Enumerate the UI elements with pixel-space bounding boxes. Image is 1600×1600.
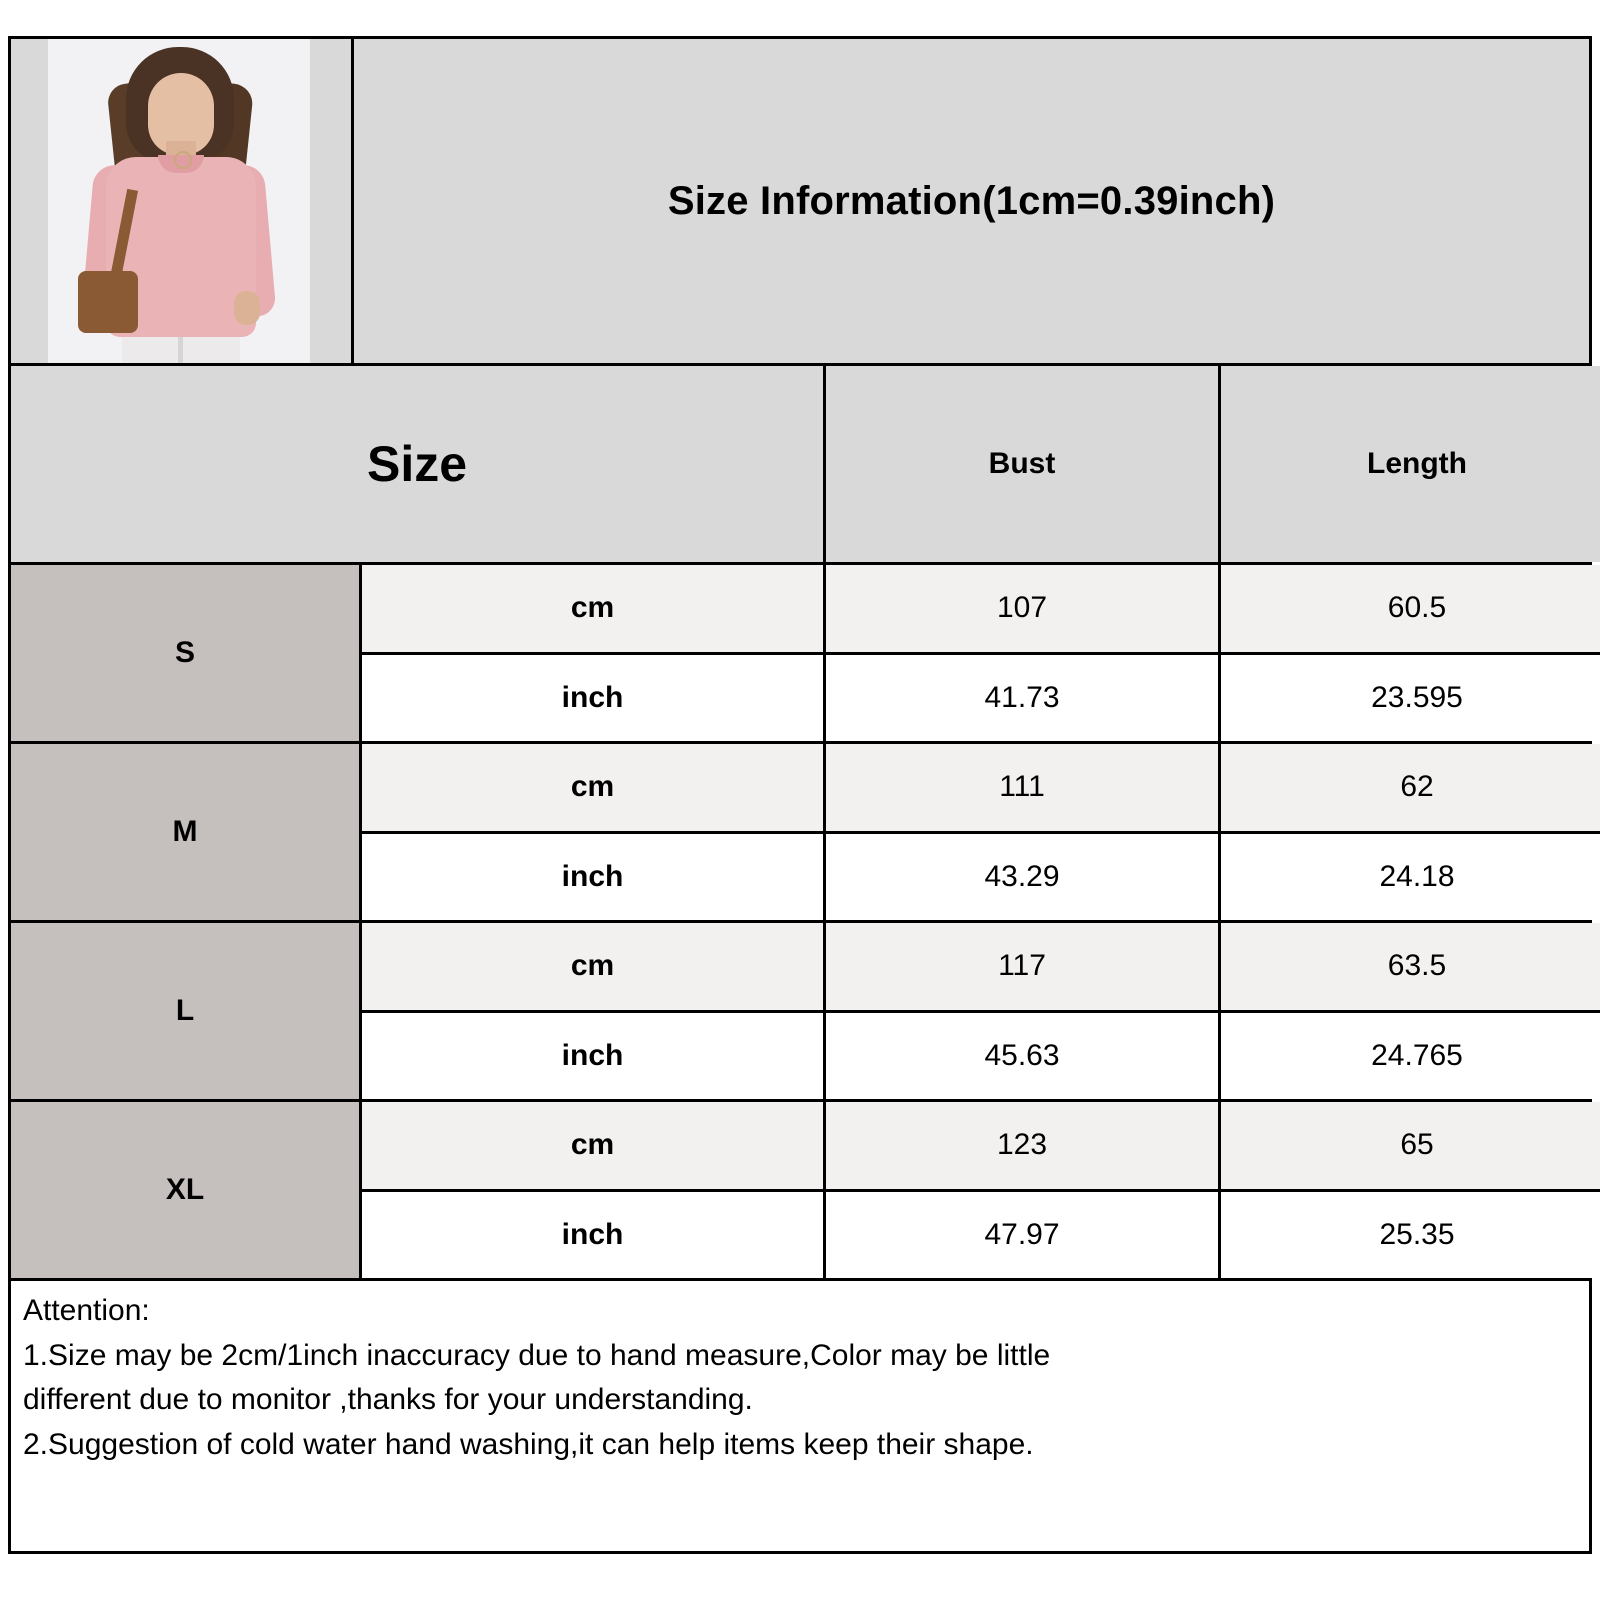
necklace-icon [174, 151, 192, 169]
unit-cell-cm: cm [362, 744, 826, 831]
unit-cell-cm: cm [362, 923, 826, 1010]
row-m-inch [362, 834, 1600, 921]
unit-cell-cm: cm [362, 565, 826, 652]
value-length: 62 [1221, 744, 1600, 831]
value-bust: 45.63 [826, 1013, 1221, 1100]
chart-title-cell [354, 39, 1589, 363]
row-l-inch [362, 1013, 1600, 1100]
product-photo-cell [11, 39, 354, 363]
unit-cell-cm: cm [362, 1102, 826, 1189]
value-bust: 107 [826, 565, 1221, 652]
column-header-bust: Bust [826, 366, 1221, 562]
product-photo [48, 39, 310, 363]
value-bust: 43.29 [826, 834, 1221, 921]
table-row [11, 1099, 1589, 1278]
size-chart-table [8, 36, 1592, 1554]
value-length: 60.5 [1221, 565, 1600, 652]
value-bust: 41.73 [826, 655, 1221, 742]
row-xl-cm [362, 1102, 1600, 1192]
value-length: 24.18 [1221, 834, 1600, 921]
size-values-m [362, 744, 1600, 920]
size-label-s: S [11, 565, 362, 741]
unit-cell-inch: inch [362, 655, 826, 742]
model-hand [234, 291, 260, 325]
value-bust: 123 [826, 1102, 1221, 1189]
row-m-cm [362, 744, 1600, 834]
size-label-m: M [11, 744, 362, 920]
attention-line-2: different due to monitor ,thanks for your understanding. [23, 1383, 753, 1416]
shoulder-bag [78, 271, 138, 333]
table-row [11, 562, 1589, 741]
chart-title: Size Information(1cm=0.39inch) [667, 178, 1276, 223]
value-bust: 117 [826, 923, 1221, 1010]
table-row [11, 741, 1589, 920]
value-bust: 111 [826, 744, 1221, 831]
value-bust: 47.97 [826, 1192, 1221, 1279]
column-header-size-label: Size [366, 436, 468, 492]
column-header-length: Length [1221, 366, 1600, 562]
row-s-inch [362, 655, 1600, 742]
chart-header-row [11, 39, 1589, 363]
value-length: 65 [1221, 1102, 1600, 1189]
column-header-row [11, 363, 1589, 562]
size-values-s [362, 565, 1600, 741]
size-label-xl: XL [11, 1102, 362, 1278]
unit-cell-inch: inch [362, 1192, 826, 1279]
attention-line-1: 1.Size may be 2cm/1inch inaccuracy due to hand measure,Color may be little [23, 1338, 1051, 1372]
size-values-l [362, 923, 1600, 1099]
value-length: 25.35 [1221, 1192, 1600, 1279]
attention-heading: Attention: [23, 1294, 150, 1327]
attention-line-3: 2.Suggestion of cold water hand washing,it can help items keep their shape. [23, 1427, 1034, 1461]
value-length: 23.595 [1221, 655, 1600, 742]
column-header-size [11, 366, 826, 562]
attention-block [11, 1278, 1589, 1551]
size-values-xl [362, 1102, 1600, 1278]
value-length: 63.5 [1221, 923, 1600, 1010]
unit-cell-inch: inch [362, 1013, 826, 1100]
table-row [11, 920, 1589, 1099]
unit-cell-inch: inch [362, 834, 826, 921]
row-xl-inch [362, 1192, 1600, 1279]
value-length: 24.765 [1221, 1013, 1600, 1100]
row-l-cm [362, 923, 1600, 1013]
size-label-l: L [11, 923, 362, 1099]
row-s-cm [362, 565, 1600, 655]
